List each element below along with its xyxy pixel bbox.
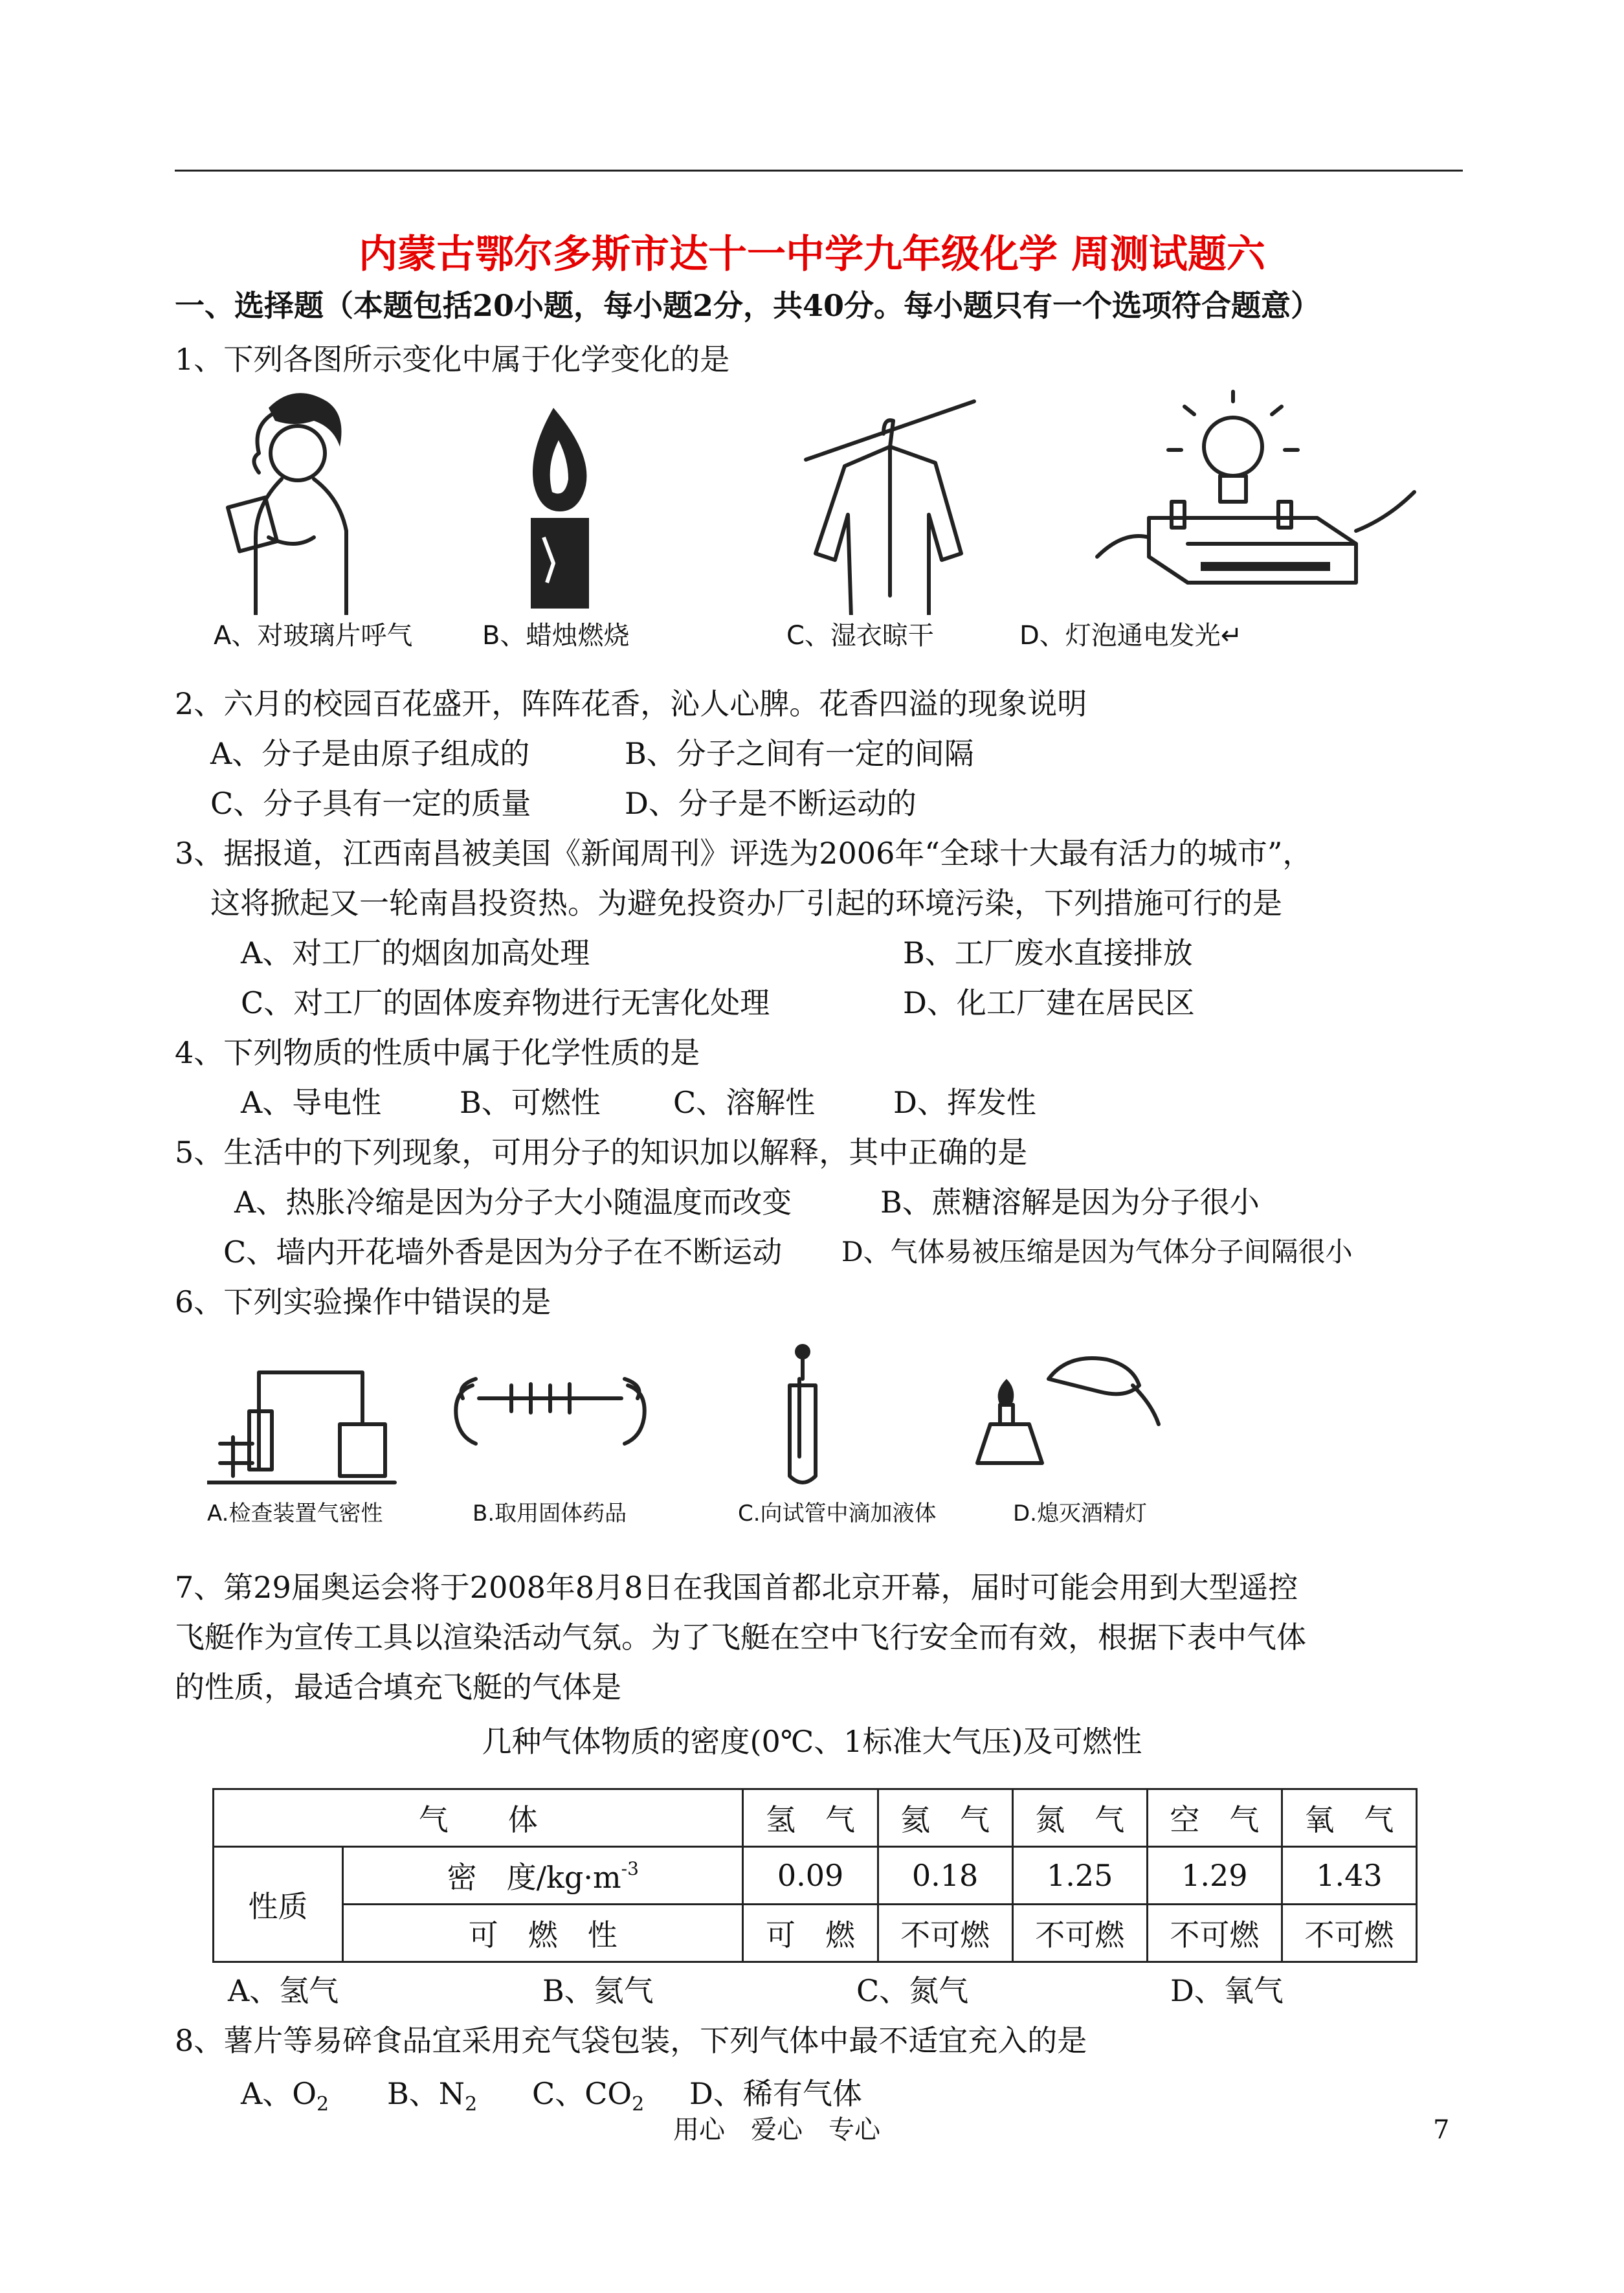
q5-option-d: D、气体易被压缩是因为气体分子间隔很小 (841, 1236, 1353, 1268)
q8-option-d: D、稀有气体 (689, 2076, 862, 2111)
q2-stem: 2、六月的校园百花盛开，阵阵花香，沁人心脾。花香四溢的现象说明 (175, 686, 1087, 721)
girl-breathing-illustration (228, 393, 346, 615)
q3-option-b: B、工厂废水直接排放 (903, 935, 1193, 970)
taking-solid-reagent-illustration (456, 1379, 644, 1444)
q1-figure (172, 388, 1427, 667)
page-title: 内蒙古鄂尔多斯市达十一中学九年级化学 周测试题六 (359, 232, 1265, 277)
dropper-test-tube-illustration (790, 1344, 816, 1482)
q3-stem-line2: 这将掀起又一轮南昌投资热。为避免投资办厂引起的环境污染，下列措施可行的是 (210, 886, 1282, 921)
page-number: 7 (1433, 2115, 1450, 2145)
q6-figure (207, 1340, 1243, 1534)
table-cell: 不可燃 (1282, 1905, 1416, 1962)
table-cell: 可 燃 (743, 1905, 878, 1962)
table-header-gas: 气 体 (214, 1789, 743, 1847)
q1-caption-d: D、灯泡通电发光↵ (1019, 621, 1243, 651)
q6-caption-c: C.向试管中滴加液体 (738, 1501, 937, 1527)
q5-stem: 5、生活中的下列现象，可用分子的知识加以解释，其中正确的是 (175, 1135, 1028, 1170)
q2-option-b: B、分子之间有一定的间隔 (625, 736, 974, 771)
q6-caption-d: D.熄灭酒精灯 (1013, 1501, 1147, 1527)
q8-option-a: A、$O_2$ (241, 2076, 329, 2116)
table-row (214, 1847, 1417, 1905)
table-row (214, 1905, 1417, 1962)
q1-caption-c: C、湿衣晾干 (786, 621, 934, 651)
q1-caption-b: B、蜡烛燃烧 (482, 621, 630, 651)
q8-option-b: B、$N_2$ (387, 2076, 478, 2116)
table-cell: 氢 气 (743, 1789, 878, 1847)
section-heading: 一、选择题（本题包括20小题，每小题2分，共40分。每小题只有一个选项符合题意） (175, 288, 1321, 323)
header-rule (175, 170, 1463, 172)
table-label-property: 性质 (214, 1847, 343, 1962)
q4-option-a: A、导电性 (241, 1085, 382, 1120)
q7-table-title: 几种气体物质的密度(0℃、1标准大气压)及可燃性 (482, 1724, 1142, 1759)
q8-stem: 8、薯片等易碎食品宜采用充气袋包装，下列气体中最不适宜充入的是 (175, 2023, 1087, 2058)
table-cell: 1.25 (1012, 1847, 1147, 1905)
q3-stem-line1: 3、据报道，江西南昌被美国《新闻周刊》评选为2006年“全球十大最有活力的城市”， (175, 836, 1313, 871)
light-bulb-illustration (1097, 392, 1414, 583)
q7-option-d: D、氧气 (1170, 1973, 1284, 2008)
table-row (214, 1789, 1417, 1847)
q7-stem-line2: 飞艇作为宣传工具以渲染活动气氛。为了飞艇在空中飞行安全而有效，根据下表中气体 (175, 1620, 1306, 1655)
q3-option-a: A、对工厂的烟囱加高处理 (241, 935, 590, 970)
q4-option-d: D、挥发性 (893, 1085, 1036, 1120)
q5-option-c: C、墙内开花墙外香是因为分子在不断运动 (223, 1235, 783, 1270)
q6-caption-b: B.取用固体药品 (473, 1501, 627, 1527)
q4-option-c: C、溶解性 (673, 1085, 816, 1120)
table-cell: 氮 气 (1012, 1789, 1147, 1847)
q7-option-c: C、氮气 (856, 1973, 969, 2008)
q6-caption-a: A.检查装置气密性 (207, 1501, 383, 1527)
q1-stem: 1、下列各图所示变化中属于化学变化的是 (175, 342, 730, 377)
airtightness-check-illustration (207, 1372, 395, 1482)
table-cell: 1.29 (1147, 1847, 1282, 1905)
q7-stem-line1: 7、第29届奥运会将于2008年8月8日在我国首都北京开幕，届时可能会用到大型遥控 (175, 1570, 1298, 1605)
table-cell: 不可燃 (878, 1905, 1012, 1962)
table-cell: 空 气 (1147, 1789, 1282, 1847)
table-label-density: 密 度$/kg\cdot m^{-3}$ (343, 1847, 743, 1905)
q7-option-b: B、氦气 (542, 1973, 654, 2008)
wet-clothes-illustration (806, 401, 974, 615)
table-cell: 不可燃 (1147, 1905, 1282, 1962)
alcohol-lamp-illustration (977, 1358, 1159, 1463)
table-cell: 氧 气 (1282, 1789, 1416, 1847)
table-cell: 0.09 (743, 1847, 878, 1905)
gas-properties-table (212, 1788, 1418, 1963)
q2-option-c: C、分子具有一定的质量 (210, 786, 531, 821)
q3-option-d: D、化工厂建在居民区 (903, 985, 1195, 1020)
table-cell: 氦 气 (878, 1789, 1012, 1847)
table-cell: 1.43 (1282, 1847, 1416, 1905)
q7-option-a: A、氢气 (228, 1973, 339, 2008)
q2-option-a: A、分子是由原子组成的 (210, 736, 530, 771)
q5-option-b: B、蔗糖溶解是因为分子很小 (880, 1185, 1260, 1220)
q4-option-b: B、可燃性 (460, 1085, 601, 1120)
candle-illustration (531, 408, 589, 609)
q3-option-c: C、对工厂的固体废弃物进行无害化处理 (241, 985, 770, 1020)
q8-option-c: C、$CO_2$ (532, 2076, 645, 2116)
table-cell: 不可燃 (1012, 1905, 1147, 1962)
table-label-flammability: 可 燃 性 (343, 1905, 743, 1962)
q1-caption-a: A、对玻璃片呼气 (214, 621, 413, 651)
table-cell: 0.18 (878, 1847, 1012, 1905)
q4-stem: 4、下列物质的性质中属于化学性质的是 (175, 1035, 700, 1070)
q6-stem: 6、下列实验操作中错误的是 (175, 1284, 551, 1319)
q7-stem-line3: 的性质，最适合填充飞艇的气体是 (175, 1670, 621, 1705)
footer-motto: 用心 爱心 专心 (673, 2115, 880, 2145)
q5-option-a: A、热胀冷缩是因为分子大小随温度而改变 (234, 1185, 792, 1220)
q2-option-d: D、分子是不断运动的 (625, 786, 917, 821)
